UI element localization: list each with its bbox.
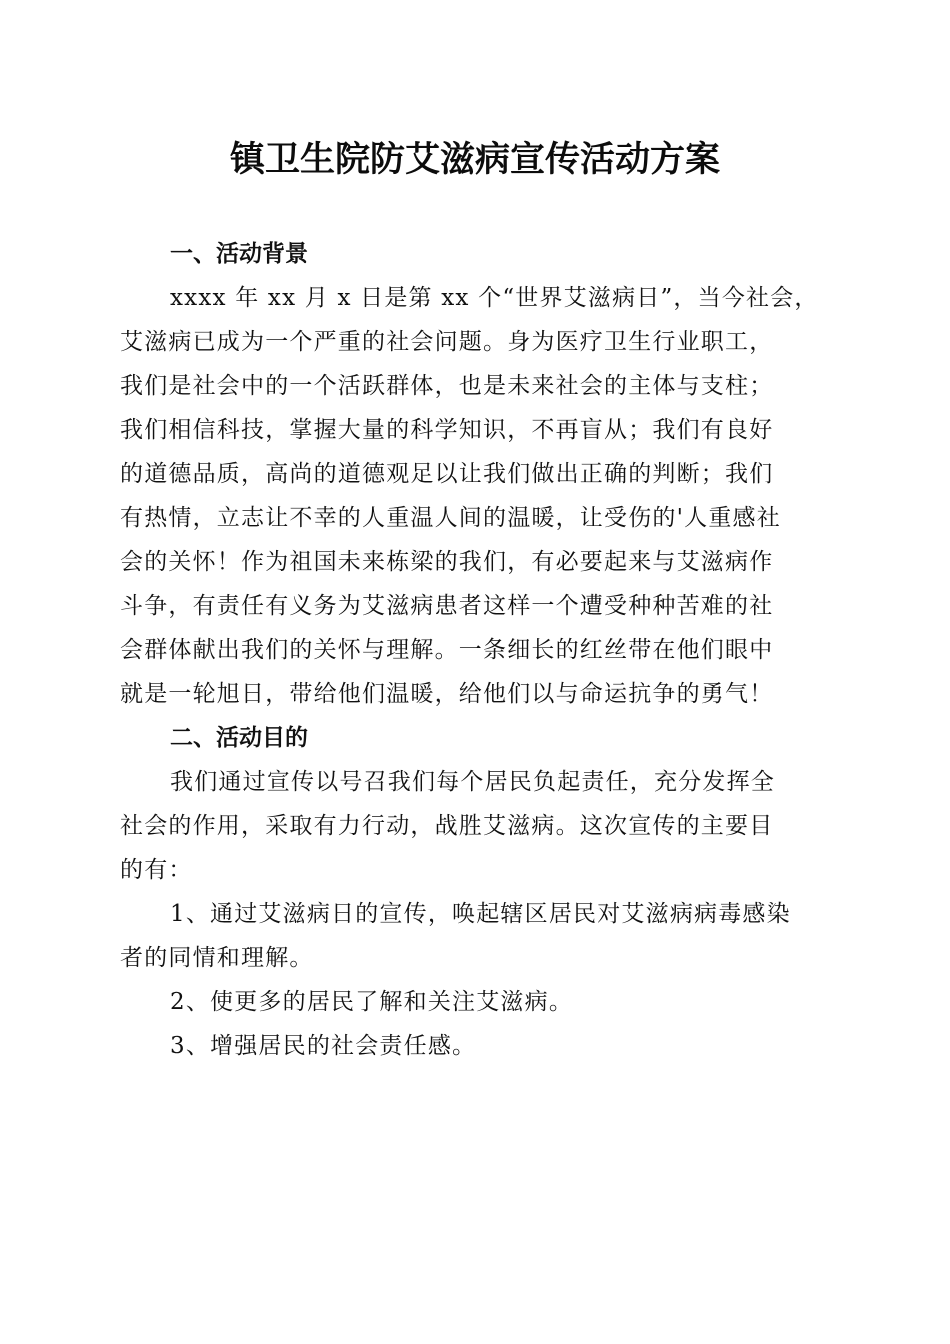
paragraph-line: 有热情，立志让不幸的人重温人间的温暖，让受伤的'人重感社 bbox=[120, 505, 781, 531]
paragraph-line: 3、增强居民的社会责任感。 bbox=[170, 1033, 477, 1059]
document-title: 镇卫生院防艾滋病宣传活动方案 bbox=[229, 139, 720, 180]
paragraph-line: 的道德品质，高尚的道德观足以让我们做出正确的判断；我们 bbox=[120, 461, 774, 487]
section-heading-purpose: 二、活动目的 bbox=[170, 725, 308, 751]
list-item-3 bbox=[120, 1024, 836, 1068]
list-item-1 bbox=[120, 892, 836, 980]
paragraph-line: 就是一轮旭日，带给他们温暖，给他们以与命运抗争的勇气！ bbox=[120, 681, 774, 707]
paragraph-background bbox=[120, 276, 836, 716]
paragraph-line: 我们相信科技，掌握大量的科学知识，不再盲从；我们有良好 bbox=[120, 417, 774, 443]
paragraph-line: 会的关怀！作为祖国未来栋梁的我们，有必要起来与艾滋病作 bbox=[120, 549, 774, 575]
paragraph-line: 2、使更多的居民了解和关注艾滋病。 bbox=[170, 989, 574, 1015]
paragraph-line: 斗争，有责任有义务为艾滋病患者这样一个遭受种种苦难的社 bbox=[120, 593, 774, 619]
paragraph-line: 我们是社会中的一个活跃群体，也是未来社会的主体与支柱； bbox=[120, 373, 774, 399]
paragraph-line: 者的同情和理解。 bbox=[120, 945, 314, 971]
paragraph-line: xxxx 年 xx 月 x 日是第 xx 个“世界艾滋病日”，当今社会， bbox=[170, 285, 819, 311]
paragraph-purpose-intro bbox=[120, 760, 836, 892]
paragraph-line: 社会的作用，采取有力行动，战胜艾滋病。这次宣传的主要目 bbox=[120, 813, 774, 839]
paragraph-line: 会群体献出我们的关怀与理解。一条细长的红丝带在他们眼中 bbox=[120, 637, 774, 663]
paragraph-line: 我们通过宣传以号召我们每个居民负起责任，充分发挥全 bbox=[170, 769, 775, 795]
section-heading-background: 一、活动背景 bbox=[170, 241, 308, 267]
document-body bbox=[120, 232, 836, 1068]
list-item-2 bbox=[120, 980, 836, 1024]
paragraph-line: 艾滋病已成为一个严重的社会问题。身为医疗卫生行业职工， bbox=[120, 329, 774, 355]
paragraph-line: 的有： bbox=[120, 857, 193, 883]
paragraph-line: 1、通过艾滋病日的宣传，唤起辖区居民对艾滋病病毒感染 bbox=[170, 901, 791, 927]
